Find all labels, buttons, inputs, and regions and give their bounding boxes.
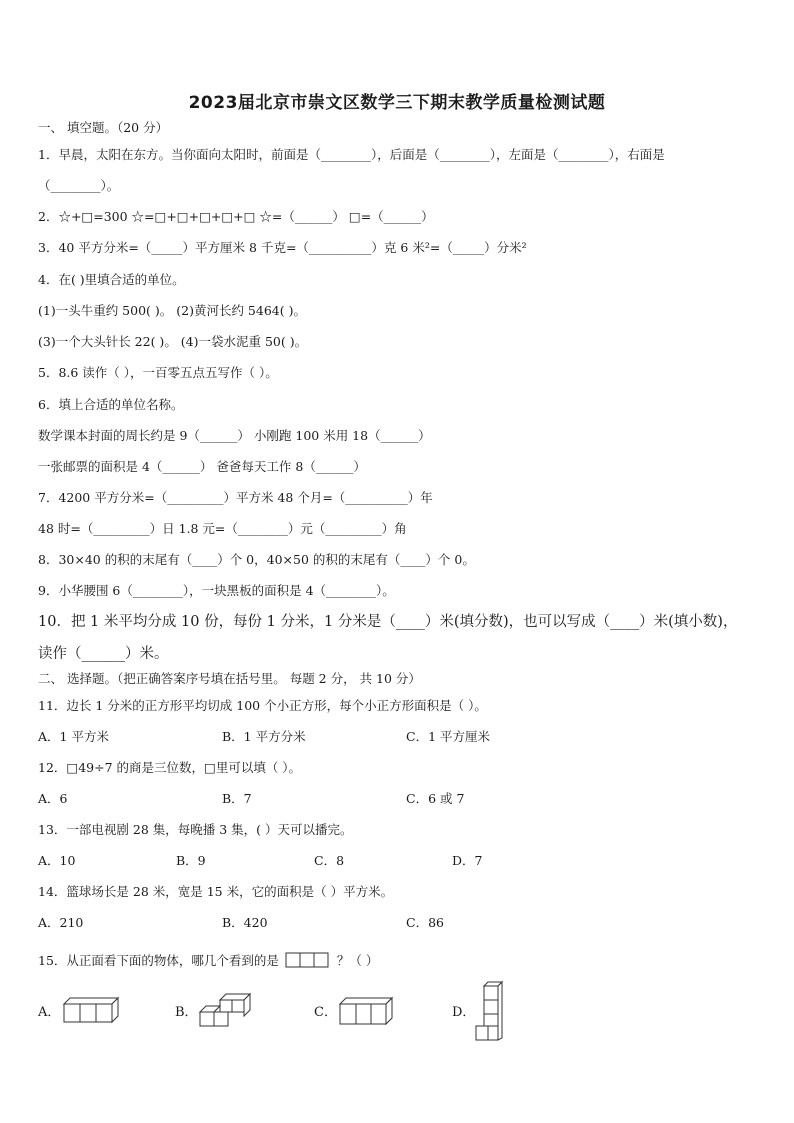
- question-13-option-b[interactable]: B．9: [176, 853, 206, 868]
- section-choice: 二、 选择题。（把正确答案序号填在括号里。 每题 2 分， 共 10 分）: [38, 671, 421, 686]
- question-12-option-a[interactable]: A．6: [38, 791, 68, 806]
- question-12-option-c[interactable]: C．6 或 7: [406, 791, 465, 806]
- question-10-line-1: 10．把 1 米平均分成 10 份，每份 1 分米，1 分米是（____）米(填分数)，也可以写成（____）米(填小数)，: [38, 614, 738, 630]
- section-fill-in: 一、 填空题。（20 分）: [38, 120, 169, 135]
- question-1-line-2: （________）。: [38, 178, 120, 193]
- question-13-option-a[interactable]: A．10: [38, 853, 76, 868]
- question-4: 4．在( )里填合适的单位。: [38, 272, 185, 287]
- question-13-option-d[interactable]: D．7: [452, 853, 483, 868]
- question-2: 2．☆+□=300 ☆=□+□+□+□+□ ☆=（______） □=（______）: [38, 209, 434, 224]
- question-6-items-2: 一张邮票的面积是 4（______） 爸爸每天工作 8（______）: [38, 459, 366, 474]
- question-7-line-1: 7．4200 平方分米=（_________）平方米 48 个月=（__________）年: [38, 490, 433, 505]
- question-8: 8．30×40 的积的末尾有（____）个 0，40×50 的积的末尾有（____）个 0。: [38, 552, 475, 567]
- question-11: 11．边长 1 分米的正方形平均切成 100 个小正方形，每个小正方形面积是（ ）。: [38, 698, 487, 713]
- question-15-option-a[interactable]: A．: [38, 1005, 61, 1020]
- cube-stack-c-icon: [340, 996, 394, 1026]
- question-11-option-b[interactable]: B．1 平方分米: [222, 729, 306, 744]
- question-15-option-b[interactable]: B．: [175, 1005, 198, 1020]
- question-12-option-b[interactable]: B．7: [222, 791, 252, 806]
- question-7-line-2: 48 时=（_________）日 1.8 元=（________）元（_________）角: [38, 521, 407, 536]
- question-13: 13．一部电视剧 28 集，每晚播 3 集，( ）天可以播完。: [38, 822, 353, 837]
- question-15-option-d[interactable]: D．: [452, 1005, 476, 1020]
- question-1-line-1: 1．早晨，太阳在东方。当你面向太阳时，前面是（________），后面是（________），左面是（________），右面是: [38, 147, 665, 162]
- question-11-option-c[interactable]: C．1 平方厘米: [406, 729, 490, 744]
- question-4-items-2: (3)一个大头针长 22( )。 (4)一袋水泥重 50( )。: [38, 334, 308, 349]
- three-squares-icon: [285, 952, 331, 968]
- question-6: 6．填上合适的单位名称。: [38, 397, 184, 412]
- cube-stack-b-icon: [200, 992, 252, 1026]
- question-14-option-b[interactable]: B．420: [222, 915, 268, 930]
- question-13-option-c[interactable]: C．8: [314, 853, 345, 868]
- question-5: 5．8.6 读作（ ），一百零五点五写作（ ）。: [38, 365, 278, 380]
- question-15-text: 15．从正面看下面的物体，哪几个看到的是: [38, 953, 279, 968]
- question-9: 9．小华腰围 6（________），一块黑板的面积是 4（________）。: [38, 583, 395, 598]
- page-title: 2023届北京市崇文区数学三下期末教学质量检测试题: [188, 93, 606, 113]
- question-14-option-a[interactable]: A．210: [38, 915, 84, 930]
- question-15-option-c[interactable]: C．: [314, 1005, 337, 1020]
- cube-stack-d-icon: [476, 982, 506, 1042]
- question-3: 3．40 平方分米=（_____）平方厘米 8 千克=（__________）克 6 米²=（_____）分米²: [38, 240, 527, 255]
- question-11-option-a[interactable]: A．1 平方米: [38, 729, 109, 744]
- question-10-line-2: 读作（______）米。: [38, 646, 169, 662]
- question-14: 14．篮球场长是 28 米，宽是 15 米，它的面积是（ ）平方米。: [38, 884, 394, 899]
- question-12: 12．□49÷7 的商是三位数，□里可以填（ ）。: [38, 760, 302, 775]
- question-6-items-1: 数学课本封面的周长约是 9（______） 小刚跑 100 米用 18（______）: [38, 428, 431, 443]
- cube-stack-a-icon: [64, 998, 120, 1024]
- question-15: [38, 952, 378, 969]
- question-15-text-end: ？（ ）: [336, 953, 379, 968]
- question-14-option-c[interactable]: C．86: [406, 915, 444, 930]
- question-4-items-1: (1)一头牛重约 500( )。 (2)黄河长约 5464( )。: [38, 303, 306, 318]
